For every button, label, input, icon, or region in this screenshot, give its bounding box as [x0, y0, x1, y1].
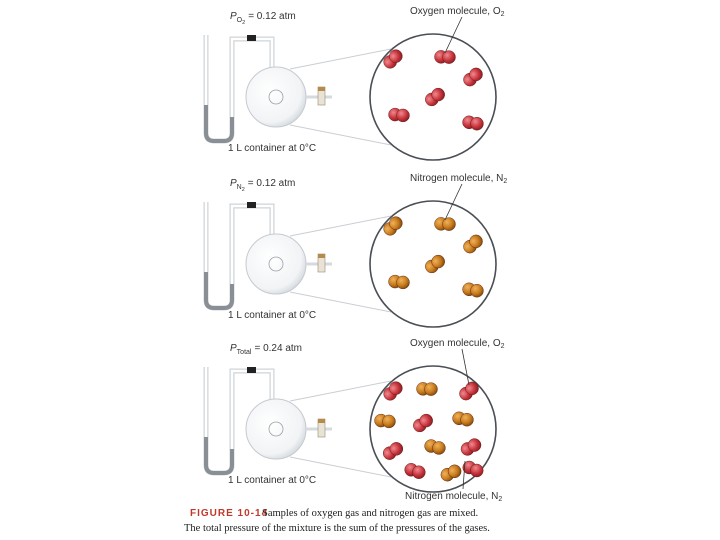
callout-text: Nitrogen molecule, N: [410, 173, 504, 184]
zoom-line-bottom: [290, 457, 391, 477]
pressure-value: = 0.12 atm: [247, 178, 296, 189]
flask: [246, 399, 306, 459]
pressure-symbol: P: [230, 343, 237, 354]
mercury-column: [206, 105, 232, 141]
callout-text: Oxygen molecule, O: [410, 338, 501, 349]
panel-2: [206, 173, 507, 327]
side-valve-cap: [318, 87, 325, 91]
flask: [246, 67, 306, 127]
nitrogen-callout-label: [405, 491, 502, 503]
zoom-line-top: [290, 49, 391, 69]
callout-subscript: 2: [503, 178, 508, 185]
callout-text: Nitrogen molecule, N: [405, 491, 499, 502]
zoom-line-top: [290, 216, 391, 236]
pressure-sub-subscript: 2: [242, 20, 246, 26]
container-label: 1 L container at 0°C: [228, 475, 317, 486]
side-valve-cap: [318, 254, 325, 258]
oxygen-callout-label: [410, 338, 505, 350]
pressure-label: [230, 11, 296, 26]
nitrogen-molecule: [416, 382, 437, 396]
stopcock: [247, 35, 256, 41]
panel-1: [206, 6, 505, 160]
atom: [442, 217, 455, 230]
pressure-label: [230, 343, 302, 356]
pressure-label: [230, 178, 295, 193]
flask: [246, 234, 306, 294]
callout-subscript: 2: [498, 496, 503, 503]
zoom-line-bottom: [290, 292, 391, 312]
mercury-column: [206, 272, 232, 308]
zoom-line-bottom: [290, 125, 391, 145]
pressure-symbol: P: [230, 11, 237, 22]
caption-line-1: Samples of oxygen gas and nitrogen gas are mixed.: [262, 508, 479, 519]
pressure-value: = 0.24 atm: [254, 343, 302, 354]
figure-number: FIGURE 10-14: [190, 508, 269, 519]
stopcock: [247, 367, 256, 373]
callout-text: Oxygen molecule, O: [410, 6, 501, 17]
side-valve-cap: [318, 419, 325, 423]
panel-3: [206, 338, 505, 503]
callout-subscript: 2: [500, 11, 505, 18]
container-label: 1 L container at 0°C: [228, 143, 317, 154]
pressure-subscript: N: [236, 184, 242, 191]
stopcock: [247, 202, 256, 208]
pressure-symbol: P: [230, 178, 237, 189]
pressure-subscript: Total: [236, 349, 252, 356]
container-label: 1 L container at 0°C: [228, 310, 317, 321]
pressure-subscript: O: [236, 17, 243, 24]
oxygen-callout-label: [410, 6, 505, 18]
atom: [442, 50, 455, 63]
nitrogen-callout-label: [410, 173, 507, 185]
mercury-column: [206, 437, 232, 473]
atom: [424, 382, 437, 395]
pressure-sub-subscript: 2: [241, 187, 245, 193]
pressure-value: = 0.12 atm: [248, 11, 296, 22]
caption-line-2: The total pressure of the mixture is the sum of the pressures of the gases.: [184, 523, 490, 534]
callout-subscript: 2: [500, 343, 505, 350]
zoom-line-top: [290, 381, 391, 401]
